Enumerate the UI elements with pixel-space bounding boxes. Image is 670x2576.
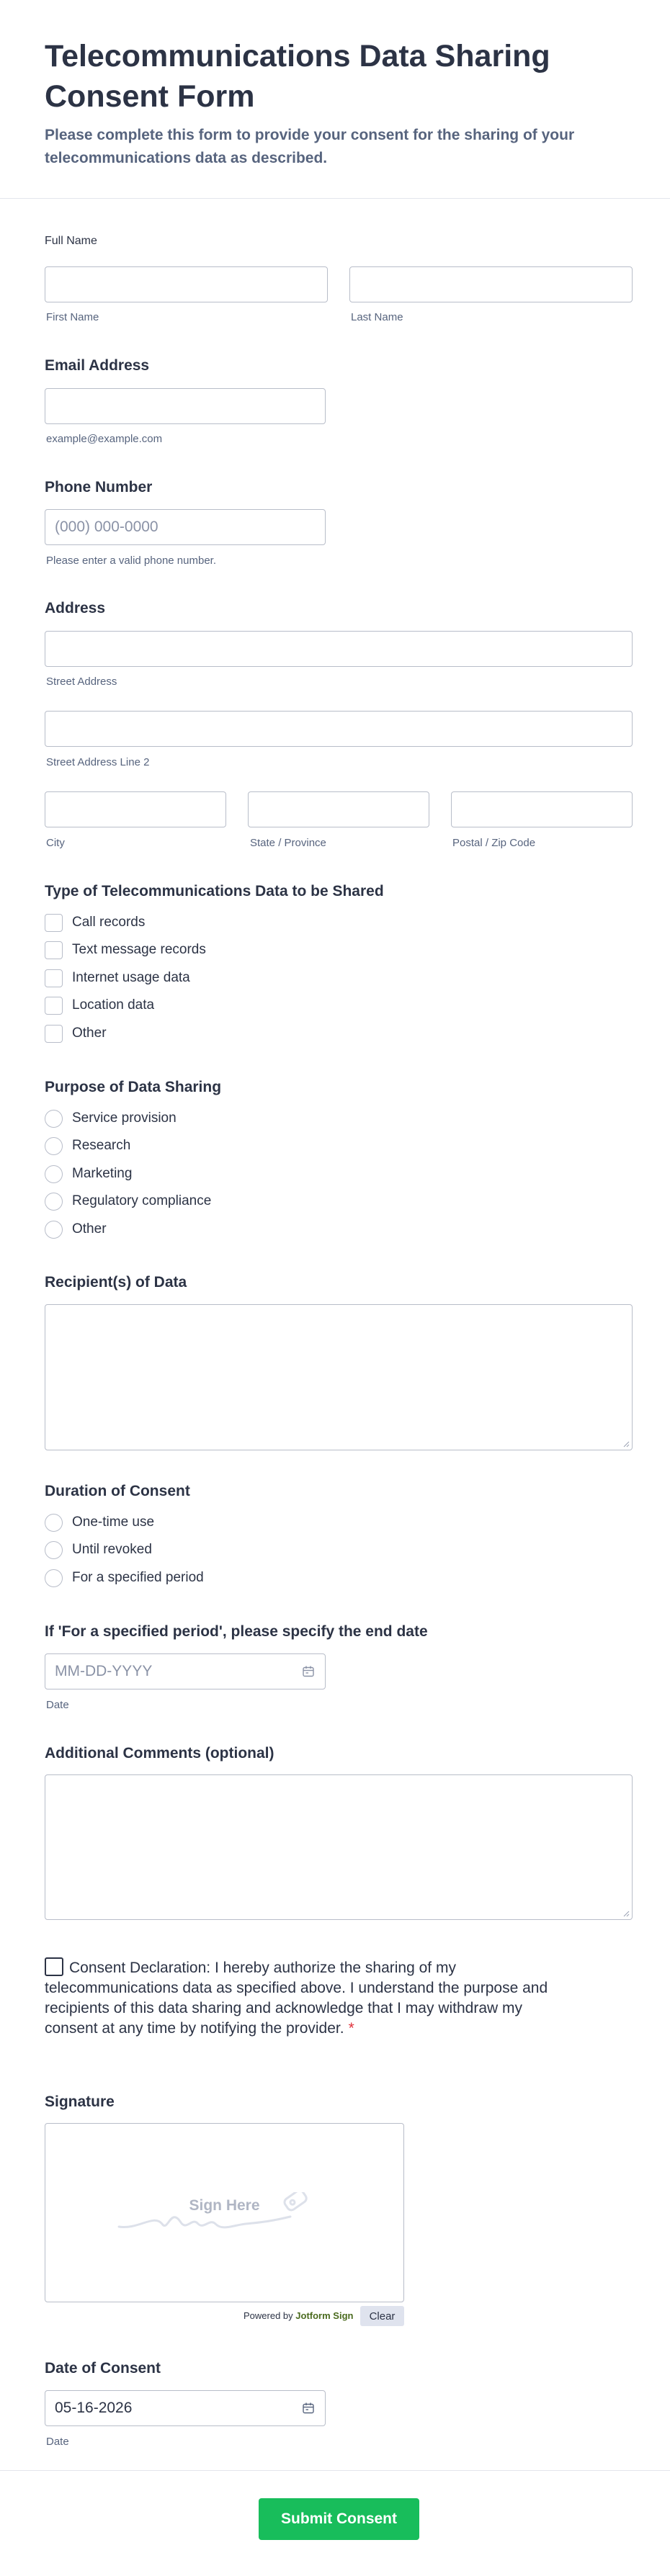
clear-signature-button[interactable]: Clear	[360, 2306, 404, 2326]
phone-placeholder: (000) 000-0000	[55, 519, 158, 535]
radio-button[interactable]	[45, 1193, 63, 1211]
address-label: Address	[45, 600, 106, 616]
radio-button[interactable]	[45, 1110, 63, 1128]
purpose-option[interactable]: Service provision	[45, 1108, 177, 1128]
comments-label: Additional Comments (optional)	[45, 1745, 274, 1762]
consent-declaration[interactable]	[45, 1957, 571, 2039]
purpose-option[interactable]: Research	[45, 1136, 130, 1156]
duration-option[interactable]: One-time use	[45, 1512, 154, 1532]
end-date-input[interactable]	[45, 1653, 326, 1689]
radio-button[interactable]	[45, 1514, 63, 1532]
checkbox[interactable]	[45, 914, 63, 932]
street-address-input[interactable]	[45, 631, 633, 667]
first-name-sublabel: First Name	[46, 311, 99, 323]
last-name-sublabel: Last Name	[351, 311, 403, 323]
street-address-sublabel: Street Address	[46, 676, 117, 688]
consent-date-input[interactable]	[45, 2390, 326, 2426]
zip-input[interactable]	[451, 791, 633, 827]
checkbox[interactable]	[45, 969, 63, 987]
form-header	[0, 0, 670, 199]
recipients-textarea[interactable]	[45, 1304, 633, 1450]
data-types-label: Type of Telecommunications Data to be Shared	[45, 883, 384, 899]
state-sublabel: State / Province	[250, 837, 326, 849]
form-title: Telecommunications Data Sharing Consent Form	[45, 39, 550, 114]
signature-placeholder: Sign Here	[189, 2197, 260, 2214]
checkbox[interactable]	[45, 997, 63, 1015]
phone-label: Phone Number	[45, 479, 153, 495]
state-input[interactable]	[248, 791, 429, 827]
data-type-option[interactable]: Other	[45, 1023, 107, 1044]
recipients-label: Recipient(s) of Data	[45, 1274, 187, 1291]
radio-button[interactable]	[45, 1165, 63, 1183]
comments-textarea[interactable]	[45, 1774, 633, 1920]
consent-date-sublabel: Date	[46, 2436, 69, 2448]
resize-handle-icon[interactable]	[622, 1910, 630, 1917]
email-label: Email Address	[45, 357, 150, 374]
consent-date-label: Date of Consent	[45, 2360, 161, 2377]
powered-by: Powered by Jotform Sign	[244, 2310, 354, 2321]
checkbox[interactable]	[45, 941, 63, 959]
calendar-icon[interactable]	[302, 2402, 315, 2415]
street-address-2-sublabel: Street Address Line 2	[46, 756, 150, 768]
consent-checkbox[interactable]	[45, 1957, 63, 1976]
street-address-2-input[interactable]	[45, 711, 633, 747]
radio-button[interactable]	[45, 1137, 63, 1155]
end-date-label: If 'For a specified period', please specify the end date	[45, 1623, 428, 1640]
jotform-sign-brand: Jotform Sign	[295, 2310, 354, 2321]
data-type-option[interactable]: Text message records	[45, 940, 206, 960]
signature-pad[interactable]	[45, 2123, 404, 2302]
resize-handle-icon[interactable]	[622, 1440, 630, 1448]
radio-button[interactable]	[45, 1221, 63, 1239]
duration-option[interactable]: Until revoked	[45, 1540, 152, 1560]
end-date-placeholder: MM-DD-YYYY	[55, 1663, 153, 1679]
duration-option[interactable]: For a specified period	[45, 1568, 204, 1588]
signature-label: Signature	[45, 2093, 115, 2110]
email-input[interactable]	[45, 388, 326, 424]
radio-button[interactable]	[45, 1569, 63, 1587]
consent-date-value: 05-16-2026	[55, 2400, 133, 2416]
consent-text: Consent Declaration: I hereby authorize the sharing of my telecommunications data as specified above. I understand the purpose and recipients of this data sharing and acknowledge that I may withdraw my consent at any time by notifying the provider.	[45, 1960, 548, 2037]
required-mark: *	[348, 2020, 354, 2037]
footer-divider	[0, 2470, 670, 2471]
purpose-option[interactable]: Marketing	[45, 1164, 132, 1184]
form-description: Please complete this form to provide your consent for the sharing of your telecommunications data as described.	[45, 127, 575, 166]
duration-label: Duration of Consent	[45, 1483, 190, 1499]
email-sublabel: example@example.com	[46, 433, 163, 445]
end-date-sublabel: Date	[46, 1699, 69, 1711]
checkbox[interactable]	[45, 1025, 63, 1043]
first-name-input[interactable]	[45, 266, 328, 302]
phone-input[interactable]	[45, 509, 326, 545]
last-name-input[interactable]	[349, 266, 633, 302]
full-name-label: Full Name	[45, 235, 97, 247]
purpose-label: Purpose of Data Sharing	[45, 1079, 222, 1095]
city-sublabel: City	[46, 837, 65, 849]
phone-sublabel: Please enter a valid phone number.	[46, 555, 216, 567]
data-type-option[interactable]: Internet usage data	[45, 968, 190, 988]
data-type-option[interactable]: Location data	[45, 995, 154, 1015]
data-type-option[interactable]: Call records	[45, 912, 145, 933]
zip-sublabel: Postal / Zip Code	[452, 837, 536, 849]
radio-button[interactable]	[45, 1541, 63, 1559]
signature-scribble-icon	[117, 2192, 326, 2235]
purpose-option[interactable]: Other	[45, 1219, 107, 1239]
calendar-icon[interactable]	[302, 1665, 315, 1678]
city-input[interactable]	[45, 791, 226, 827]
purpose-option[interactable]: Regulatory compliance	[45, 1191, 211, 1211]
submit-button[interactable]: Submit Consent	[259, 2498, 419, 2540]
